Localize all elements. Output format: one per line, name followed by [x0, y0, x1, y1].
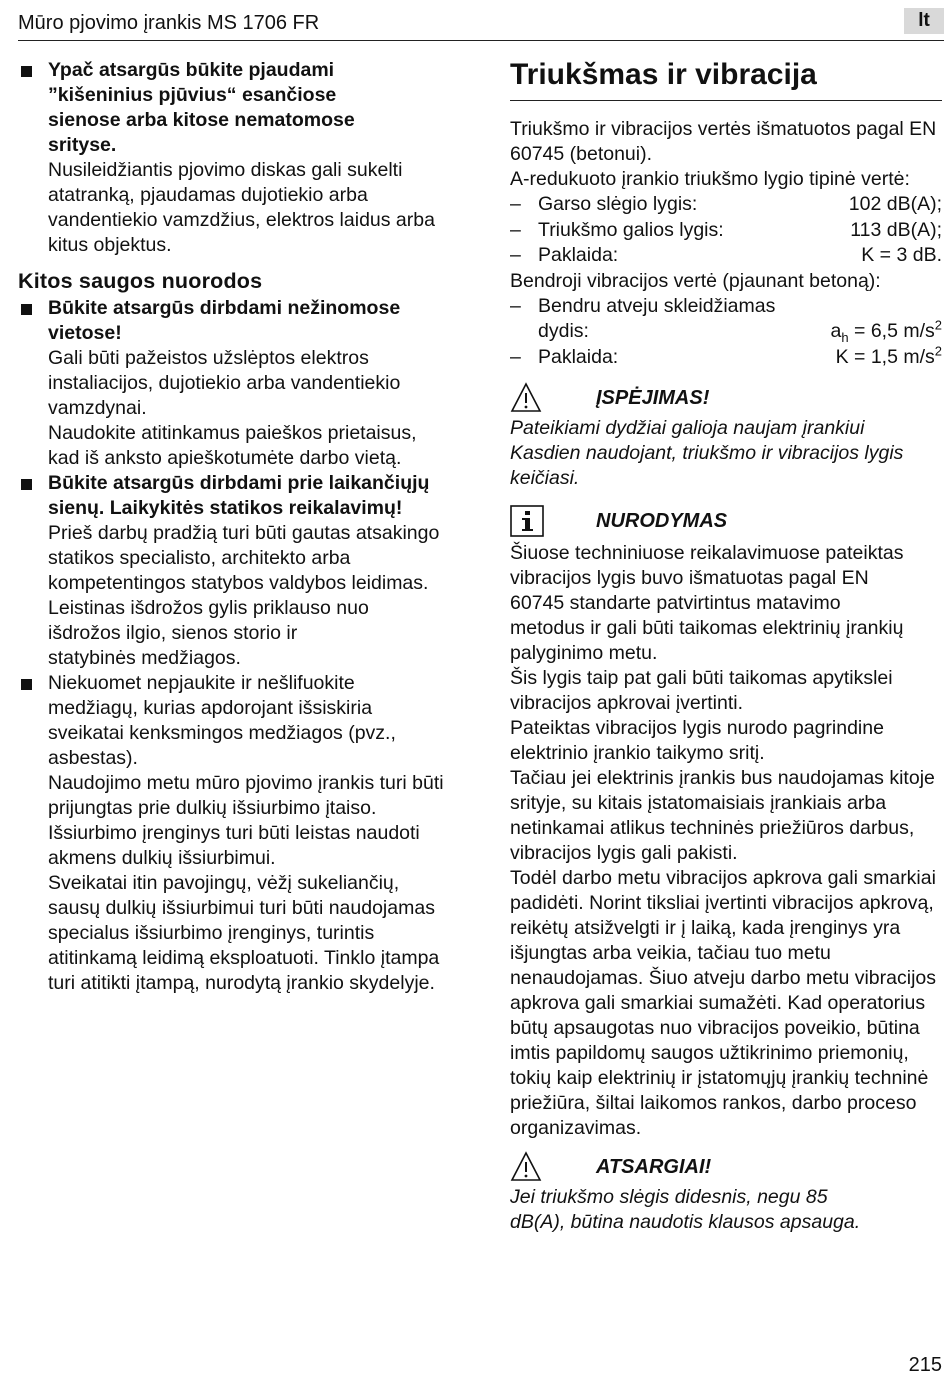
vibration-intro: Bendroji vibracijos vertė (pjaunant betoną): [510, 269, 881, 292]
note-paragraph: Šiuose techniniuose reikalavimuose pateiktas vibracijos lygis buvo išmatuotas pagal EN 60745 standarte patvirtintus matavimo metodus ir gali būti taikomas elektrinių įrankių palyginimo metu. [510, 542, 904, 664]
section-subheading: Kitos saugos nuorodos [18, 269, 263, 293]
vibration-value: K = 1,5 $m/s^2$ [835, 343, 942, 368]
noise-value: 102 dB(A); [848, 193, 942, 215]
warning-text: Pateikiami dydžiai galioja naujam įrankiui Kasdien naudojant, triukšmo ir vibracijos lygis keičiasi. [510, 417, 904, 489]
noise-value: K = 3 dB. [861, 244, 942, 266]
vibration-row: – Paklaida: K = 1,5 $m/s^2$ [510, 345, 942, 371]
caution-title: ATSARGIAI! [596, 1155, 712, 1178]
page-header [18, 8, 944, 41]
bullet-heading: Ypač atsargūs būkite pjaudami ”kišeninius pjūvius“ esančiose sienose arba kitose nematomose srityse. [48, 59, 355, 156]
bullet-square-icon [21, 679, 32, 690]
noise-row: – Triukšmo galios lygis: 113 dB(A); [510, 218, 942, 244]
noise-label: Triukšmo galios lygis: [538, 218, 724, 241]
vibration-label: Paklaida: [538, 345, 619, 368]
bullet-text: Prieš darbų pradžią turi būti gautas atsakingo statikos specialisto, architekto arba kompetentingos statybos valdybos leidimas. [48, 522, 440, 594]
vibration-label: dydis: [538, 320, 589, 342]
noise-label: Garso slėgio lygis: [538, 193, 698, 215]
vibration-value: $a_h = 6,5$ $m/s^2$ [830, 317, 942, 345]
noise-row: – Paklaida: K = 3 dB. [510, 243, 942, 269]
bullet-heading: Būkite atsargūs dirbdami nežinomose vietose! [48, 297, 401, 344]
left-column [18, 58, 458, 996]
safety-bullet-hazardous-materials [18, 671, 458, 996]
noise-value: 113 dB(A); [850, 218, 942, 241]
bullet-square-icon [21, 66, 32, 77]
section-title: Triukšmas ir vibracija [510, 58, 942, 101]
language-badge: lt [904, 8, 944, 34]
bullet-text: Naudojimo metu mūro pjovimo įrankis turi būti prijungtas prie dulkių išsiurbimo įtaiso. Išsiurbimo įrenginys turi būti leistas naudoti akmens dulkių išsiurbimui. [48, 772, 444, 869]
safety-bullet-unknown-areas [18, 296, 458, 471]
note-title: NURODYMAS [596, 509, 728, 532]
bullet-text: Sveikatai itin pavojingų, vėžį sukeliančių, sausų dulkių išsiurbimui turi būti naudojamas specialus išsiurbimo įrenginys, turintis atitinkamą leidimą eksploatuoti. Tinklo įtampa turi atitikti įtampą, nurodytą įrankio skydelyje. [48, 872, 440, 994]
warning-title: ĮSPĖJIMAS! [596, 386, 710, 409]
bullet-text: Nusileidžiantis pjovimo diskas gali sukelti atatranką, pjaudamas dujotiekio arba vandentiekio vamzdžius, elektros laidus arba kitus objektus. [48, 159, 435, 256]
right-column [510, 58, 942, 1235]
warning-header [510, 382, 942, 414]
info-icon [510, 505, 550, 537]
noise-level-intro: A-redukuoto įrankio triukšmo lygio tipinė vertė: [510, 168, 910, 190]
note-paragraph: Tačiau jei elektrinis įrankis bus naudojamas kitoje srityje, su kitais įstatomaisiais įrankiais arba netinkamai atlikus techninės priežiūros darbus, vibracijos lygis gali pakisti. [510, 767, 935, 864]
noise-row: – Garso slėgio lygis: 102 dB(A); [510, 192, 942, 218]
noise-label: Paklaida: [538, 244, 619, 266]
vibration-row [510, 319, 942, 345]
bullet-heading: Būkite atsargūs dirbdami prie laikančiųjų sienų. Laikykitės statikos reikalavimų! [48, 472, 430, 519]
caution-header [510, 1151, 942, 1183]
note-paragraph: Pateiktas vibracijos lygis nurodo pagrindine elektrinio įrankio taikymo sritį. [510, 717, 884, 764]
note-header [510, 505, 942, 537]
bullet-text: Gali būti pažeistos užslėptos elektros instaliacijos, dujotiekio arba vandentiekio vamzdynai. [48, 347, 401, 419]
bullet-square-icon [21, 304, 32, 315]
bullet-text: Leistinas išdrožos gylis priklauso nuo išdrožos ilgio, sienos storio ir statybinės medžiagos. [48, 597, 369, 669]
safety-bullet-pocket-cuts [18, 58, 458, 258]
vibration-row: – Bendru atveju skleidžiamas [510, 294, 942, 320]
page-header-title: Mūro pjovimo įrankis MS 1706 FR [18, 12, 320, 34]
caution-text: Jei triukšmo slėgis didesnis, negu 85 dB(A), būtina naudotis klausos apsauga. [510, 1186, 861, 1233]
page-number: 215 [908, 1354, 942, 1376]
bullet-text: Niekuomet nepjaukite ir nešlifuokite medžiagų, kurias apdorojant išsiskiria sveikatai kenksmingos medžiagos (pvz., asbestas). [48, 672, 396, 769]
note-paragraph: Todėl darbo metu vibracijos apkrova gali smarkiai padidėti. Norint tiksliai įvertinti vibracijos apkrovą, reikėtų atsižvelgti ir į laiką, kada įrenginys yra išjungtas arba veikia, tačiau tuo metu nenaudojamas. Šiuo atveju darbo metu vibracijos apkrova gali smarkiai sumažėti. Kad operatorius būtų apsaugotas nuo vibracijos poveikio, būtina imtis papildomų saugos užtikrinimo priemonių, tokių kaip elektrinių ir įstatomųjų įrankių techninė priežiūra, šiltai laikomos rankos, darbo proceso organizavimas. [510, 867, 937, 1139]
safety-bullet-load-bearing-walls [18, 471, 458, 671]
vibration-label: Bendru atveju skleidžiamas [538, 294, 776, 317]
caution-triangle-icon [510, 1151, 550, 1183]
noise-intro: Triukšmo ir vibracijos vertės išmatuotos pagal EN 60745 (betonui). [510, 118, 937, 165]
bullet-text: Naudokite atitinkamus paieškos prietaisus, kad iš anksto apieškotumėte darbo vietą. [48, 422, 417, 469]
bullet-square-icon [21, 479, 32, 490]
warning-triangle-icon [510, 382, 550, 414]
note-paragraph: Šis lygis taip pat gali būti taikomas apytikslei vibracijos apkrovai įvertinti. [510, 667, 893, 714]
